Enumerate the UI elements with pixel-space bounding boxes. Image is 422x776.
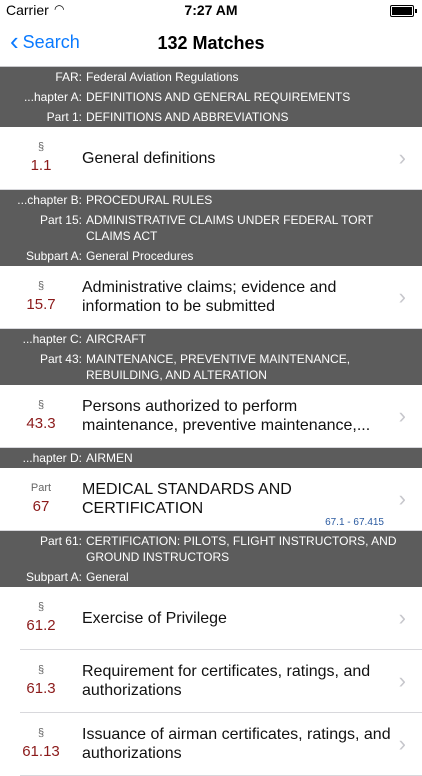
header-value: MAINTENANCE, PREVENTIVE MAINTENANCE, REBUILDING, AND ALTERATION <box>86 352 351 382</box>
section-number-value: 1.1 <box>30 157 52 174</box>
header-value: PROCEDURAL RULES <box>86 193 213 207</box>
chevron-right-icon: › <box>398 605 406 630</box>
section-number <box>0 399 82 433</box>
section-symbol: § <box>37 664 45 676</box>
section-header <box>0 67 422 127</box>
result-item[interactable] <box>0 468 422 531</box>
section-symbol: § <box>37 399 45 411</box>
header-row <box>0 567 422 587</box>
chevron-right-icon: › <box>398 284 406 309</box>
result-title: General definitions <box>82 149 216 167</box>
section-range: 67.1 - 67.415 <box>325 517 384 528</box>
section-number <box>20 664 62 698</box>
header-row <box>0 246 422 266</box>
result-title: Exercise of Privilege <box>82 609 227 627</box>
header-label: ...chapter B: <box>17 193 82 207</box>
result-title: Requirement for certificates, ratings, and authorizations <box>82 663 371 699</box>
header-value: CERTIFICATION: PILOTS, FLIGHT INSTRUCTORS, AND GROUND INSTRUCTORS <box>86 534 397 564</box>
chevron-right-icon: › <box>398 668 406 693</box>
header-value: General Procedures <box>86 249 194 263</box>
result-item[interactable] <box>0 127 422 190</box>
result-item[interactable] <box>0 266 422 329</box>
chevron-right-icon: › <box>398 145 406 170</box>
result-title: Issuance of airman certificates, ratings, and authorizations <box>82 726 391 762</box>
section-header <box>0 531 422 587</box>
result-title: Administrative claims; evidence and information to be submitted <box>82 279 337 315</box>
section-number-value: 43.3 <box>26 415 56 432</box>
header-row <box>0 107 422 127</box>
section-number-value: 61.2 <box>26 617 56 634</box>
section-number-value: 61.13 <box>22 743 60 760</box>
result-title: Persons authorized to perform maintenance, preventive maintenance,... <box>82 398 371 434</box>
status-time: 7:27 AM <box>184 2 238 18</box>
header-value: DEFINITIONS AND GENERAL REQUIREMENTS <box>86 90 351 104</box>
header-value: Federal Aviation Regulations <box>86 70 239 84</box>
chevron-right-icon: › <box>398 731 406 756</box>
part-number <box>0 482 82 516</box>
header-label: ...hapter A: <box>23 90 82 104</box>
chevron-right-icon: › <box>398 486 406 511</box>
chevron-left-icon: ‹ <box>10 25 19 56</box>
header-row <box>0 87 422 107</box>
header-value: ADMINISTRATIVE CLAIMS UNDER FEDERAL TORT CLAIMS ACT <box>86 213 374 243</box>
header-label: FAR: <box>55 70 82 84</box>
header-value: DEFINITIONS AND ABBREVIATIONS <box>86 110 289 124</box>
header-value: AIRCRAFT <box>86 332 146 346</box>
section-header <box>0 329 422 385</box>
page-title: 132 Matches <box>157 33 265 53</box>
header-row <box>0 67 422 87</box>
section-number <box>0 280 82 314</box>
header-row <box>0 190 422 210</box>
section-number <box>0 141 82 175</box>
section-header <box>0 448 422 468</box>
result-item[interactable] <box>20 650 422 713</box>
section-number <box>20 727 62 761</box>
header-row <box>0 329 422 349</box>
section-symbol: § <box>37 601 45 613</box>
header-label: ...hapter C: <box>22 332 82 346</box>
header-value: AIRMEN <box>86 451 133 465</box>
chevron-right-icon: › <box>398 403 406 428</box>
header-label: Part 61: <box>39 534 82 548</box>
back-button-label: Search <box>22 32 80 52</box>
header-label: Part 43: <box>39 352 82 366</box>
result-item[interactable] <box>0 385 422 448</box>
header-row <box>0 210 422 246</box>
header-row <box>0 448 422 468</box>
result-title: MEDICAL STANDARDS AND CERTIFICATION <box>82 481 292 517</box>
section-number <box>20 601 62 635</box>
status-bar <box>0 0 422 20</box>
header-label: Part 1: <box>46 110 82 124</box>
section-header <box>0 190 422 266</box>
section-number-value: 61.3 <box>26 680 56 697</box>
section-symbol: § <box>37 727 45 739</box>
carrier-label: Carrier <box>6 2 49 18</box>
header-label: ...hapter D: <box>22 451 82 465</box>
navigation-bar <box>0 20 422 67</box>
section-symbol: § <box>37 280 45 292</box>
part-number-value: 67 <box>32 498 50 515</box>
result-item[interactable] <box>20 587 422 650</box>
part-symbol: Part <box>30 482 52 494</box>
header-label: Subpart A: <box>25 249 82 263</box>
header-row <box>0 349 422 385</box>
results-list <box>0 67 422 776</box>
header-label: Subpart A: <box>25 570 82 584</box>
header-row <box>0 531 422 567</box>
battery-icon <box>390 5 414 17</box>
section-number-value: 15.7 <box>26 296 56 313</box>
wifi-icon: ◠ <box>54 2 65 16</box>
section-symbol: § <box>37 141 45 153</box>
header-label: Part 15: <box>39 213 82 227</box>
result-item[interactable] <box>20 713 422 776</box>
header-value: General <box>86 570 129 584</box>
